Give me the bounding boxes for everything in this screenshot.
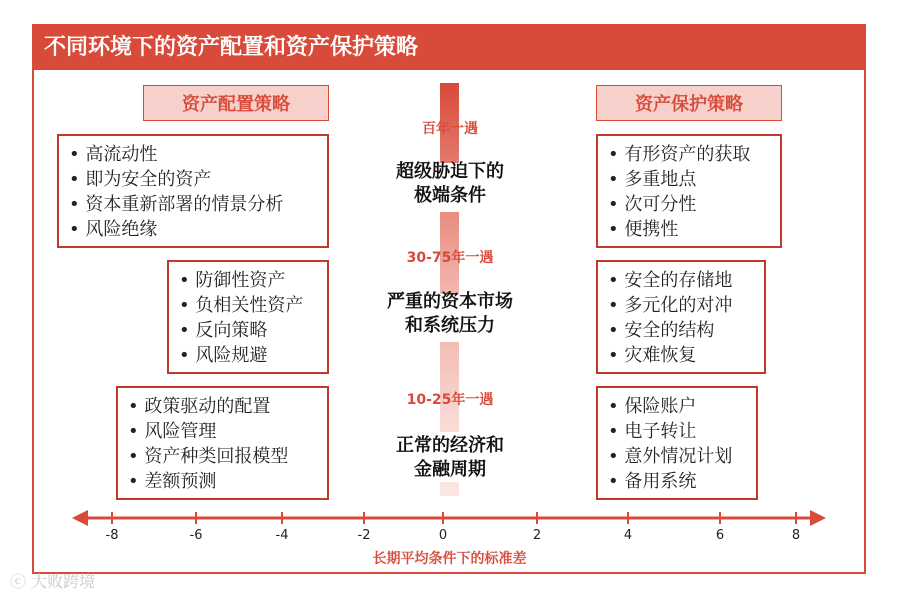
list-item: • 有形资产的获取 xyxy=(608,142,774,167)
list-item: • 风险规避 xyxy=(179,343,321,368)
list-item: • 多元化的对冲 xyxy=(608,293,758,318)
list-item: • 风险绝缘 xyxy=(69,217,321,242)
page-title: 不同环境下的资产配置和资产保护策略 xyxy=(34,26,864,70)
condition-extreme-line2: 极端条件 xyxy=(414,185,486,206)
list-item: • 即为安全的资产 xyxy=(69,167,321,192)
list-item: • 高流动性 xyxy=(69,142,321,167)
axis-arrow-left xyxy=(72,510,88,526)
condition-severe-line1: 严重的资本市场 xyxy=(387,291,513,312)
axis-tick-label: -8 xyxy=(105,528,119,543)
condition-extreme-line1: 超级胁迫下的 xyxy=(396,161,504,182)
watermark-text: 大败跨境 xyxy=(31,572,96,591)
list-item: • 差额预测 xyxy=(128,469,321,494)
axis-tick-label: -4 xyxy=(275,528,289,543)
frequency-label-extreme: 百年一遇 xyxy=(422,121,478,137)
list-item: • 资产种类回报模型 xyxy=(128,444,321,469)
frequency-label-severe: 30-75年一遇 xyxy=(406,250,494,266)
list-item: • 次可分性 xyxy=(608,192,774,217)
watermark-logo-icon: ⓒ xyxy=(10,572,27,591)
axis-tick-label: 8 xyxy=(791,528,801,543)
list-item: • 风险管理 xyxy=(128,419,321,444)
list-item: • 电子转让 xyxy=(608,419,750,444)
list-item: • 灾难恢复 xyxy=(608,343,758,368)
list-item: • 意外情况计划 xyxy=(608,444,750,469)
list-item: • 资本重新部署的情景分析 xyxy=(69,192,321,217)
axis-arrow-right xyxy=(810,510,826,526)
list-item: • 负相关性资产 xyxy=(179,293,321,318)
condition-normal-line1: 正常的经济和 xyxy=(396,435,504,456)
list-item: • 防御性资产 xyxy=(179,268,321,293)
condition-normal-line2: 金融周期 xyxy=(414,459,486,480)
list-item: • 便携性 xyxy=(608,217,774,242)
list-item: • 反向策略 xyxy=(179,318,321,343)
axis-tick-label: 4 xyxy=(623,528,633,543)
condition-severe-line2: 和系统压力 xyxy=(405,315,495,336)
list-item: • 政策驱动的配置 xyxy=(128,394,321,419)
axis-tick-label: 2 xyxy=(532,528,542,543)
list-item: • 保险账户 xyxy=(608,394,750,419)
left-header: 资产配置策略 xyxy=(143,85,329,121)
list-item: • 多重地点 xyxy=(608,167,774,192)
right-header: 资产保护策略 xyxy=(596,85,782,121)
axis-title: 长期平均条件下的标准差 xyxy=(372,551,527,567)
axis-tick-label: 6 xyxy=(715,528,725,543)
axis-tick-label: 0 xyxy=(438,528,448,543)
list-item: • 安全的结构 xyxy=(608,318,758,343)
axis-tick-label: -2 xyxy=(357,528,371,543)
list-item: • 安全的存储地 xyxy=(608,268,758,293)
frequency-label-normal: 10-25年一遇 xyxy=(406,392,494,408)
axis-tick-label: -6 xyxy=(189,528,203,543)
list-item: • 备用系统 xyxy=(608,469,750,494)
watermark xyxy=(10,569,95,592)
